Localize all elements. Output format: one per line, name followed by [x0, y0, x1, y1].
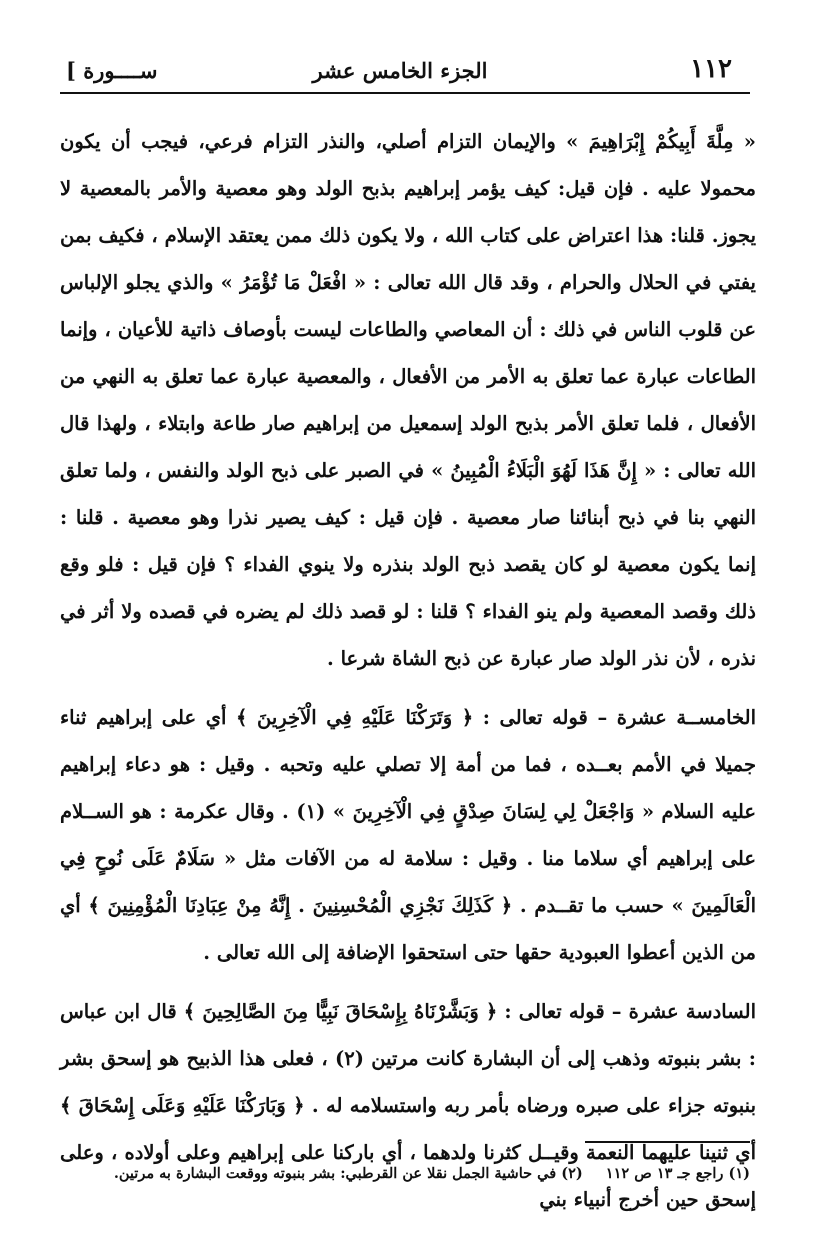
surah-label: [ ســــورة [66, 58, 158, 83]
page-header [60, 52, 740, 88]
paragraph: السادسة عشرة – قوله تعالى : ﴿ وَبَشَّرْنَاهُ بِإِسْحَاقَ نَبِيًّا مِنَ الصَّالِحِينَ ﴾ قال ابن عباس : بشر بنبوته وذهب إلى أن البشارة كانت مرتين (٢) ، فعلى هذا الذبيح هو إسحق بشر بنبوته جزاء على صبره ورضاه بأمر ربه واستسلامه له . ﴿ وَبَارَكْنَا عَلَيْهِ وَعَلَى إِسْحَاقَ ﴾ أي ثنينا عليهما النعمة وقيــل كثرنا ولدهما ، أي باركنا على إبراهيم وعلى أولاده ، وعلى إسحق حين أخرج أنبياء بني [60, 1000, 756, 1211]
footnotes [60, 1160, 750, 1188]
body-text [60, 118, 756, 1223]
footnote-rule [585, 1141, 750, 1143]
header-rule [60, 92, 750, 94]
footnote-2: (٢) في حاشية الجمل نقلا عن القرطبي: بشر بنبوته ووقعت البشارة به مرتين. [113, 1165, 583, 1182]
paragraph: الخامســة عشرة – قوله تعالى : ﴿ وَتَرَكْنَا عَلَيْهِ فِي الْآخِرِينَ ﴾ أي على إبراهيم ثناء جميلا في الأمم بعــده ، فما من أمة إلا تصلي عليه وتحبه . وقيل : هو دعاء إبراهيم عليه السلام « وَاجْعَلْ لِي لِسَانَ صِدْقٍ فِي الْآخِرِينَ » (١) . وقال عكرمة : هو الســلام على إبراهيم أي سلاما منا . وقيل : سلامة له من الآفات مثل « سَلَامٌ عَلَى نُوحٍ فِي الْعَالَمِينَ » حسب ما تقــدم . ﴿ كَذَلِكَ نَجْزِي الْمُحْسِنِينَ . إِنَّهُ مِنْ عِبَادِنَا الْمُؤْمِنِينَ ﴾ أي من الذين أعطوا العبودية حقها حتى استحقوا الإضافة إلى الله تعالى . [60, 706, 756, 964]
page-number: ١١٢ [690, 54, 732, 84]
paragraph: « مِلَّةَ أَبِيكُمْ إِبْرَاهِيمَ » والإيمان التزام أصلي، والنذر التزام فرعي، فيجب أن يكون محمولا عليه . فإن قيل: كيف يؤمر إبراهيم بذبح الولد وهو معصية والأمر بالمعصية لا يجوز. قلنا: هذا اعتراض على كتاب الله ، ولا يكون ذلك ممن يعتقد الإسلام ، فكيف بمن يفتي في الحلال والحرام ، وقد قال الله تعالى : « افْعَلْ مَا تُؤْمَرُ » والذي يجلو الإلباس عن قلوب الناس في ذلك : أن المعاصي والطاعات ليست بأوصاف ذاتية للأعيان ، وإنما الطاعات عبارة عما تعلق به الأمر من الأفعال ، والمعصية عبارة عما تعلق به النهي من الأفعال ، فلما تعلق الأمر بذبح الولد إسمعيل من إبراهيم صار طاعة وابتلاء ، ولهذا قال الله تعالى : « إِنَّ هَذَا لَهُوَ الْبَلَاءُ الْمُبِينُ » في الصبر على ذبح الولد والنفس ، ولما تعلق النهي بنا في ذبح أبنائنا صار معصية . فإن قيل : كيف يصير نذرا وهو معصية . قلنا : إنما يكون معصية لو كان يقصد ذبح الولد بنذره ولا ينوي الفداء ؟ فإن قيل : فلو وقع ذلك وقصد المعصية ولم ينو الفداء ؟ قلنا : لو قصد ذلك لم يضره في قصده ولا أثر في نذره ، لأن نذر الولد صار عبارة عن ذبح الشاة شرعا . [60, 130, 756, 670]
footnote-1: (١) راجع جـ ١٣ ص ١١٢ [605, 1165, 750, 1182]
running-title: الجزء الخامس عشر [312, 58, 488, 83]
